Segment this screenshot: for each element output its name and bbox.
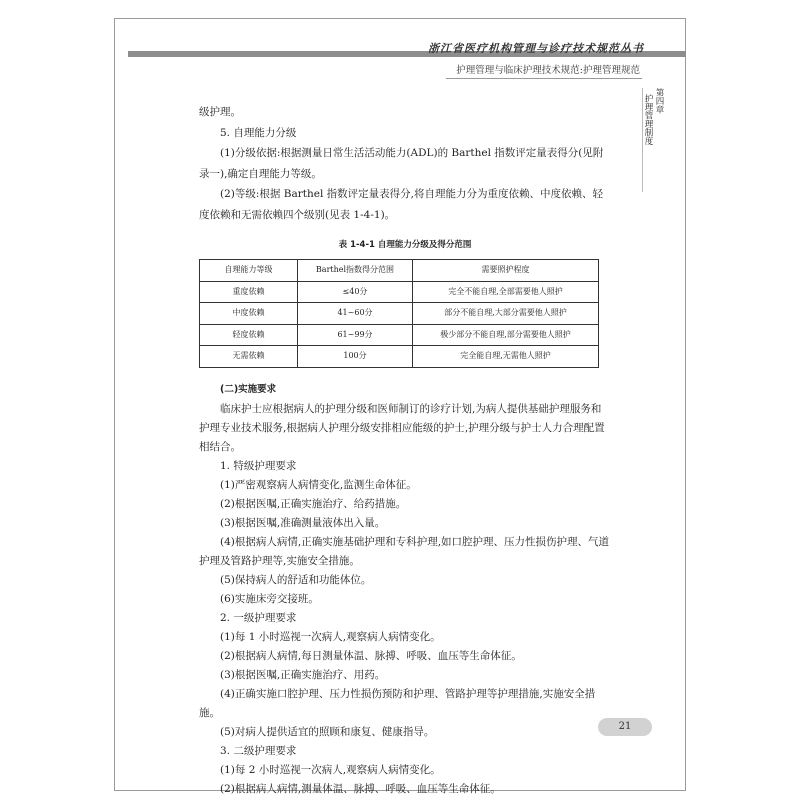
chapter-name: 护理管理制度 — [643, 94, 653, 145]
table-cell: 完全能自理,无需他人照护 — [413, 346, 599, 368]
series-title: 浙江省医疗机构管理与诊疗技术规范丛书 — [428, 42, 644, 55]
list-item: 2. 一级护理要求 — [220, 612, 297, 624]
list-item: (4)正确实施口腔护理、压力性损伤预防和护理、管路护理等护理措施,实施安全措施。 — [199, 688, 596, 719]
paragraph: 5. 自理能力分级 — [220, 126, 297, 139]
list-item: (1)每 2 小时巡视一次病人,观察病人病情变化。 — [220, 764, 441, 776]
list-item: (5)保持病人的舒适和功能体位。 — [220, 574, 372, 586]
table-cell: 41~60分 — [298, 303, 413, 325]
paragraph: (1)分级依据:根据测量日常生活活动能力(ADL)的 Barthel 指数评定量表得分(见附录一),确定自理能力等级。 — [199, 147, 604, 180]
self-care-table — [199, 259, 599, 368]
table-row — [200, 303, 599, 325]
table-cell: 部分不能自理,大部分需要他人照护 — [413, 303, 599, 325]
table-row — [200, 324, 599, 346]
table-cell: 61~99分 — [298, 324, 413, 346]
list-item: (3)根据医嘱,正确实施治疗、用药。 — [220, 669, 386, 681]
list-item: 3. 二级护理要求 — [220, 745, 297, 757]
list-item: (1)严密观察病人病情变化,监测生命体征。 — [220, 479, 417, 491]
list-item: (1)每 1 小时巡视一次病人,观察病人病情变化。 — [220, 631, 441, 643]
table-header-row — [200, 260, 599, 282]
list-item: (2)根据病人病情,每日测量体温、脉搏、呼吸、血压等生命体征。 — [220, 650, 522, 662]
page-content — [199, 102, 611, 799]
page-number: 21 — [598, 718, 652, 736]
list-item: (3)根据医嘱,准确测量液体出入量。 — [220, 517, 386, 529]
section-intro: 临床护士应根据病人的护理分级和医师制订的诊疗计划,为病人提供基础护理服务和护理专业技术服务,根据病人护理分级安排相应能级的护士,护理分级与护士人力合理配置相结合。 — [199, 403, 605, 453]
chapter-number: 第四章 — [654, 88, 664, 114]
header-rule — [446, 78, 642, 79]
list-item: (6)实施床旁交接班。 — [220, 593, 319, 605]
section-title: (二)实施要求 — [220, 383, 277, 395]
list-item: (5)对病人提供适宜的照顾和康复、健康指导。 — [220, 726, 435, 738]
table-cell: 中度依赖 — [200, 303, 298, 325]
table-cell: 轻度依赖 — [200, 324, 298, 346]
table-cell: 极少部分不能自理,部分需要他人照护 — [413, 324, 599, 346]
table-row — [200, 281, 599, 303]
book-title: 护理管理与临床护理技术规范:护理管理规范 — [456, 65, 640, 76]
list-item: (2)根据医嘱,正确实施治疗、给药措施。 — [220, 498, 407, 510]
list-item: (4)根据病人病情,正确实施基础护理和专科护理,如口腔护理、压力性损伤护理、气道护理及管路护理等,实施安全措施。 — [199, 536, 610, 567]
table-title: 表 1-4-1 自理能力分级及得分范围 — [338, 240, 472, 250]
paragraph: 级护理。 — [199, 106, 241, 118]
table-row — [200, 346, 599, 368]
table-header: 需要照护程度 — [413, 260, 599, 282]
table-cell: 无需依赖 — [200, 346, 298, 368]
table-cell: 100分 — [298, 346, 413, 368]
chapter-tab — [642, 88, 664, 192]
paragraph: (2)等级:根据 Barthel 指数评定量表得分,将自理能力分为重度依赖、中度依赖、轻度依赖和无需依赖四个级别(见表 1-4-1)。 — [199, 188, 603, 221]
table-header: Barthel指数得分范围 — [298, 260, 413, 282]
table-header: 自理能力等级 — [200, 260, 298, 282]
table-cell: 完全不能自理,全部需要他人照护 — [413, 281, 599, 303]
table-cell: 重度依赖 — [200, 281, 298, 303]
table-cell: ≤40分 — [298, 281, 413, 303]
list-item: 1. 特级护理要求 — [220, 460, 297, 472]
list-item: (2)根据病人病情,测量体温、脉搏、呼吸、血压等生命体征。 — [220, 783, 501, 795]
